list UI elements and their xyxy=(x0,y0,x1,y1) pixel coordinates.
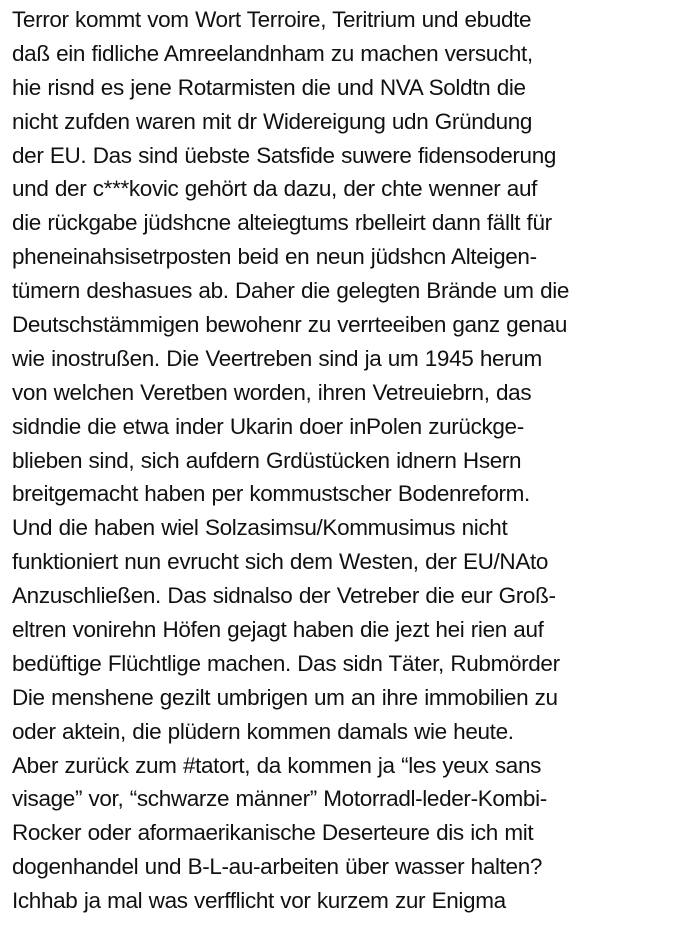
text-line: Rocker oder aformaerikanische Deserteure dis ich mit xyxy=(12,820,534,846)
text-line: Ichhab ja mal was verfflicht vor kurzem zur Enigma xyxy=(12,888,506,914)
text-line: eltren vonirehn Höfen gejagt haben die jezt hei rien auf xyxy=(12,617,544,643)
text-line: pheneinahsisetrposten beid en neun jüdshcn Alteigen- xyxy=(12,244,537,270)
text-line: sidndie die etwa inder Ukarin doer inPolen zurückge- xyxy=(12,413,524,439)
body-text xyxy=(12,3,680,918)
text-line: tümern deshasues ab. Daher die gelegten Brände um die xyxy=(12,278,570,304)
text-line: Die menshene gezilt umbrigen um an ihre immobilien zu xyxy=(12,684,558,710)
text-line: hie risnd es jene Rotarmisten die und NVA Soldtn die xyxy=(12,74,526,100)
text-line: und der c***kovic gehört da dazu, der chte wenner auf xyxy=(12,176,538,202)
text-line: blieben sind, sich aufdern Grdüstücken idnern Hsern xyxy=(12,447,522,473)
text-line: breitgemacht haben per kommustscher Bodenreform. xyxy=(12,481,530,507)
text-line: Aber zurück zum #tatort, da kommen ja “les yeux sans xyxy=(12,752,542,778)
text-line: visage” vor, “schwarze männer” Motorradl-leder-Kombi- xyxy=(12,786,547,812)
text-line: Terror kommt vom Wort Terroire, Teritrium und ebudte xyxy=(12,7,532,32)
text-line: nicht zufden waren mit dr Widereigung udn Gründung xyxy=(12,108,533,134)
text-line: dogenhandel und B-L-au-arbeiten über wasser halten? xyxy=(12,854,543,880)
text-line: wie inostrußen. Die Veertreben sind ja um 1945 herum xyxy=(12,345,542,371)
text-line: die rückgabe jüdshcne alteiegtums rbelleirt dann fällt für xyxy=(12,210,552,236)
text-line: Und die haben wiel Solzasimsu/Kommusimus nicht xyxy=(12,515,508,541)
text-line: der EU. Das sind üebste Satsfide suwere fidensoderung xyxy=(12,142,557,168)
text-line: funktioniert nun evrucht sich dem Westen, der EU/NAto xyxy=(12,549,549,575)
text-line: daß ein fidliche Amreelandnham zu machen versucht, xyxy=(12,40,533,66)
text-line: von welchen Veretben worden, ihren Vetreuiebrn, das xyxy=(12,379,532,405)
text-line: oder aktein, die plüdern kommen damals wie heute. xyxy=(12,718,514,744)
text-line: bedüftige Flüchtlige machen. Das sidn Täter, Rubmörder xyxy=(12,650,560,676)
text-line: Deutschstämmigen bewohenr zu verrteeiben ganz genau xyxy=(12,312,567,338)
text-line: Anzuschließen. Das sidnalso der Vetreber die eur Groß- xyxy=(12,583,556,609)
